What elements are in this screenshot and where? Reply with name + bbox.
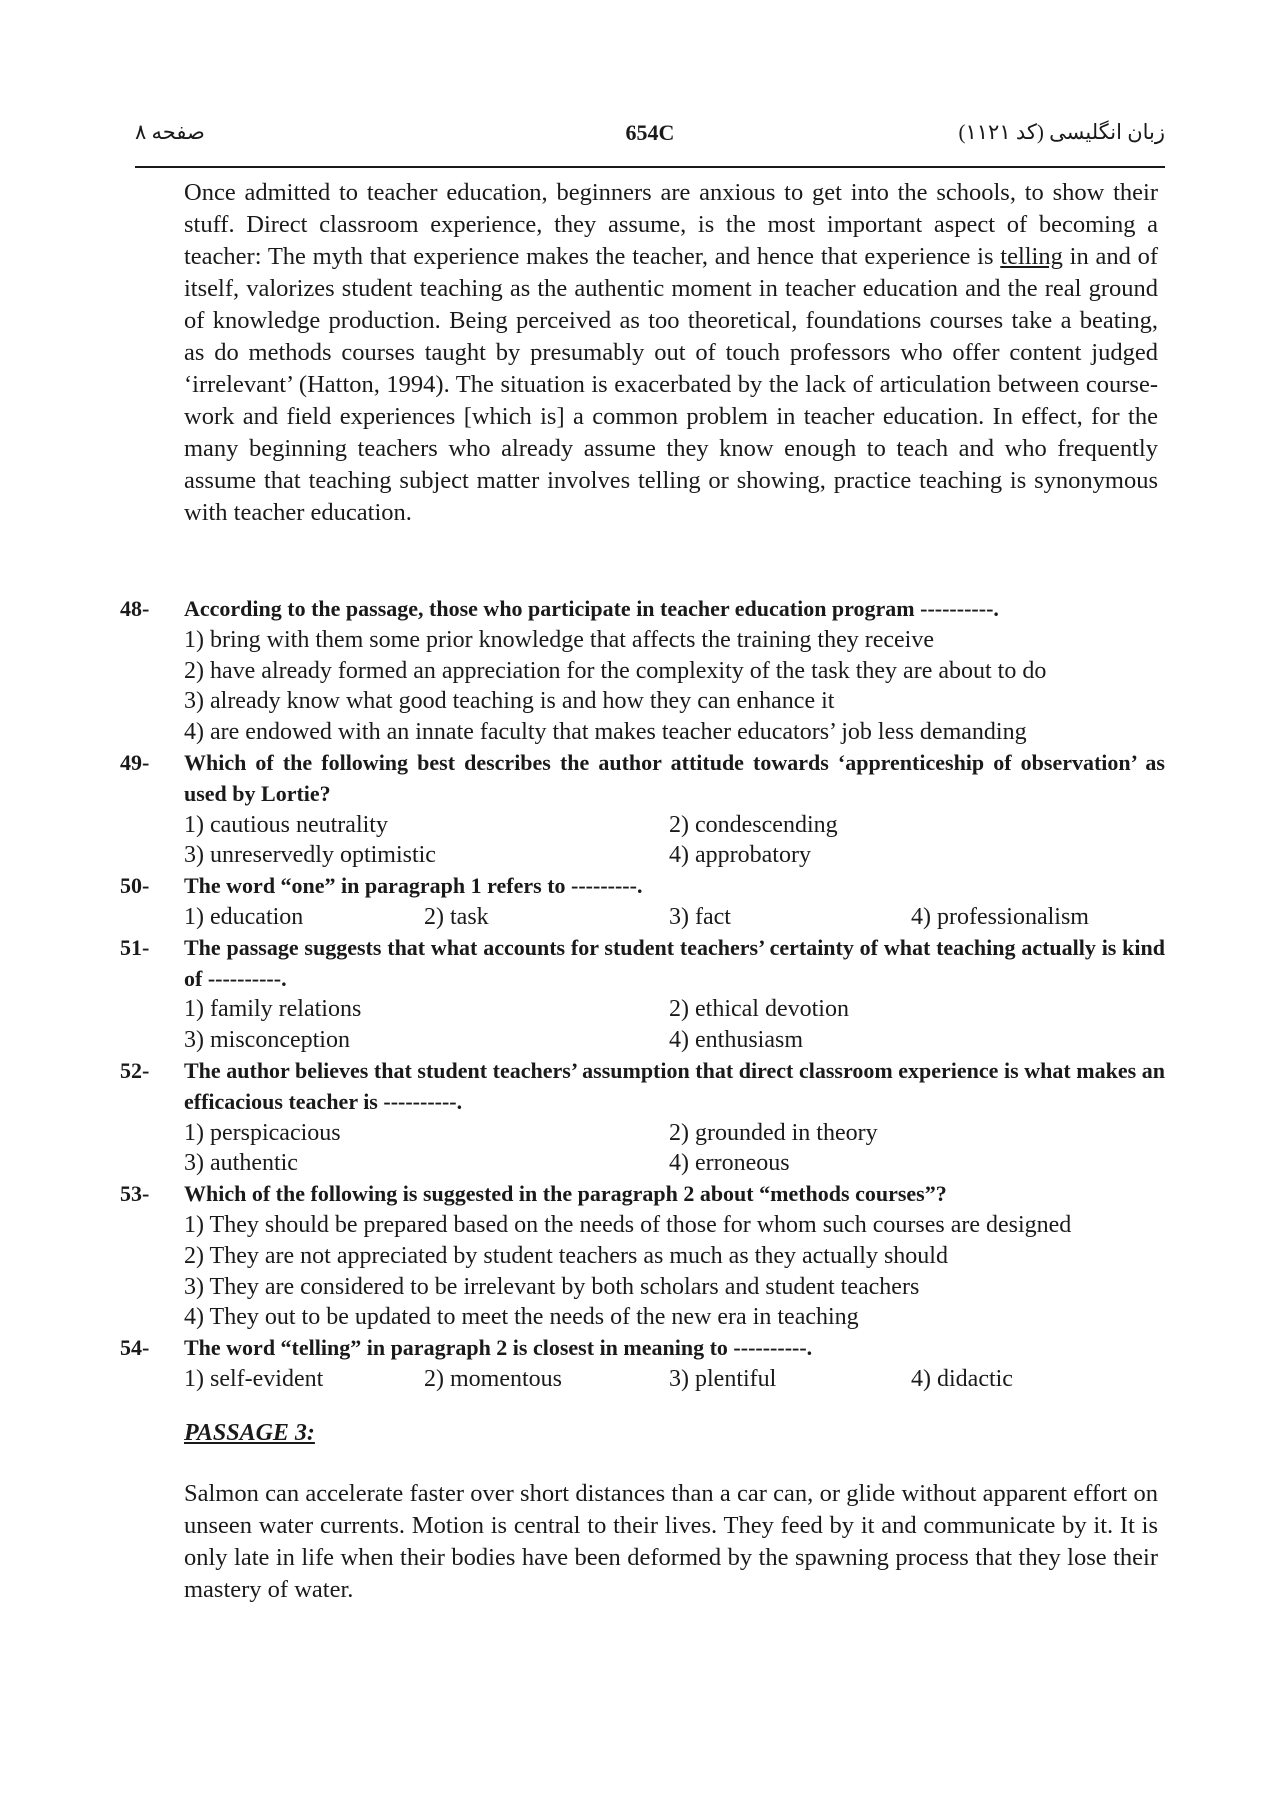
answer-option[interactable]: 1) They should be prepared based on the needs of those for whom such courses are designed: [184, 1211, 1072, 1238]
options-row: [184, 1148, 1165, 1179]
exam-code: 654C: [625, 120, 675, 145]
answer-option[interactable]: 2) momentous: [424, 1365, 562, 1392]
options-row: [184, 810, 1165, 841]
question-stem: The passage suggests that what accounts for student teachers’ certainty of what teaching actually is kind of ----------.: [184, 934, 1165, 991]
answer-option[interactable]: 4) enthusiasm: [669, 1027, 803, 1054]
question-stem: The word “one” in paragraph 1 refers to ---------.: [184, 873, 643, 899]
passage-3-title: PASSAGE 3:: [184, 1420, 315, 1446]
subject-label: زبان انگلیسی (کد ۱۱۲۱): [958, 120, 1165, 144]
answer-option[interactable]: 1) self-evident: [184, 1365, 324, 1392]
answer-option[interactable]: 1) family relations: [184, 996, 362, 1023]
passage-3-text: Salmon can accelerate faster over short distances than a car can, or glide without apparent effort on unseen water currents. Motion is central to their lives. They feed by it and communicate by it. It is only late in life when their bodies have been deformed by the spawning process that they lose their mastery of water.: [184, 1480, 1158, 1603]
question-number: 50-: [120, 873, 150, 899]
answer-option[interactable]: 1) bring with them some prior knowledge that affects the training they receive: [184, 626, 934, 653]
options-row: [184, 902, 1165, 933]
options-row: [184, 1025, 1165, 1056]
answer-option[interactable]: 2) have already formed an appreciation for the complexity of the task they are about to do: [184, 657, 1047, 684]
options-row: [184, 1364, 1165, 1395]
question-stem: The author believes that student teachers’ assumption that direct classroom experience is what makes an efficacious teacher is ----------.: [184, 1057, 1165, 1114]
answer-option[interactable]: 3) They are considered to be irrelevant by both scholars and student teachers: [184, 1273, 920, 1300]
answer-option[interactable]: 3) already know what good teaching is and how they can enhance it: [184, 688, 835, 715]
question-50: [120, 871, 1165, 933]
question-number: 48-: [120, 596, 150, 621]
options-row: [184, 994, 1165, 1025]
underlined-word: telling: [1000, 243, 1063, 270]
question-53: [120, 1179, 1165, 1333]
options-row: [184, 1118, 1165, 1149]
answer-option[interactable]: 3) unreservedly optimistic: [184, 842, 436, 869]
answer-option[interactable]: 3) misconception: [184, 1027, 350, 1054]
reading-passage: [184, 177, 1158, 529]
header-divider: [135, 166, 1165, 168]
question-51: [120, 933, 1165, 1056]
question-number: 49-: [120, 749, 150, 775]
question-48: [120, 594, 1165, 748]
page-header: [135, 120, 1165, 160]
answer-option[interactable]: 3) plentiful: [669, 1365, 777, 1392]
question-number: 51-: [120, 934, 150, 960]
passage-text-part2: in and of itself, valorizes student teaching as the authentic moment in teacher education and the real ground of knowledge production. Being perceived as too theoretical, foundations courses take a beating, as do methods courses taught by presumably out of touch professors who offer content judged ‘irrelevant’ (Hatton, 1994). The situation is exacerbated by the lack of articulation between course-work and field experiences [which is] a common problem in teacher education. In effect, for the many beginning teachers who already assume they know enough to teach and who frequently assume that teaching subject matter involves telling or showing, practice teaching is synonymous with teacher education.: [184, 243, 1158, 526]
answer-option[interactable]: 1) perspicacious: [184, 1119, 341, 1146]
answer-option[interactable]: 2) grounded in theory: [669, 1119, 878, 1146]
answer-option[interactable]: 4) They out to be updated to meet the needs of the new era in teaching: [184, 1304, 859, 1331]
answer-option[interactable]: 2) condescending: [669, 811, 838, 838]
question-list: [120, 594, 1165, 1395]
question-stem: Which of the following is suggested in the paragraph 2 about “methods courses”?: [184, 1181, 947, 1207]
page-number-label: صفحه ۸: [135, 120, 205, 144]
question-54: [120, 1333, 1165, 1395]
answer-option[interactable]: 4) didactic: [911, 1365, 1013, 1392]
question-52: [120, 1056, 1165, 1179]
answer-option[interactable]: 2) task: [424, 903, 489, 930]
question-number: 53-: [120, 1181, 150, 1207]
passage-text-part1: Once admitted to teacher education, beginners are anxious to get into the schools, to show their stuff. Direct classroom experience, they assume, is the most important aspect of becoming a teacher: The myth that experience makes the teacher, and hence that experience is: [184, 179, 1158, 270]
answer-option[interactable]: 2) ethical devotion: [669, 996, 849, 1023]
question-number: 54-: [120, 1335, 150, 1361]
answer-option[interactable]: 4) erroneous: [669, 1150, 790, 1177]
answer-option[interactable]: 1) education: [184, 903, 304, 930]
answer-option[interactable]: 3) authentic: [184, 1150, 298, 1177]
answer-option[interactable]: 2) They are not appreciated by student teachers as much as they actually should: [184, 1242, 948, 1269]
answer-option[interactable]: 4) are endowed with an innate faculty that makes teacher educators’ job less demanding: [184, 719, 1027, 746]
question-49: [120, 748, 1165, 871]
question-number: 52-: [120, 1057, 150, 1083]
answer-option[interactable]: 4) professionalism: [911, 903, 1089, 930]
answer-option[interactable]: 3) fact: [669, 903, 731, 930]
answer-option[interactable]: 4) approbatory: [669, 842, 811, 869]
answer-option[interactable]: 1) cautious neutrality: [184, 811, 388, 838]
question-stem: The word “telling” in paragraph 2 is closest in meaning to ----------.: [184, 1335, 813, 1361]
question-stem: According to the passage, those who participate in teacher education program ----------.: [184, 596, 999, 621]
question-stem: Which of the following best describes the author attitude towards ‘apprenticeship of observation’ as used by Lortie?: [184, 749, 1165, 806]
options-row: [184, 840, 1165, 871]
